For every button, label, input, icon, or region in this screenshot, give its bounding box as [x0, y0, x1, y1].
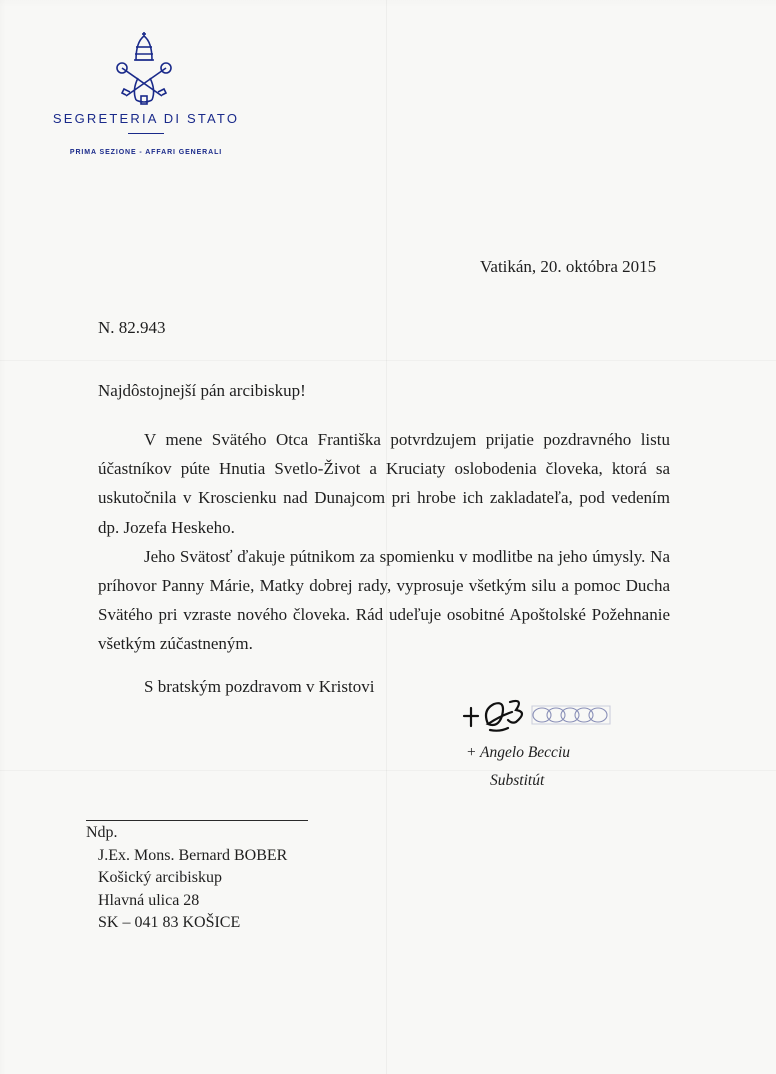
- body-paragraph-1: V mene Svätého Otca Františka potvrdzujem prijatie pozdravného listu účastníkov púte Hnutia Svetlo-Život a Kruciaty oslobodenia človeka, ktorá sa uskutočnila v Kroscienku nad Dunajcom pri hrobe ich zakladateľa, pod vedením dp. Jozefa Heskeho.: [98, 430, 670, 537]
- place-date: Vatikán, 20. októbra 2015: [480, 257, 657, 276]
- addressee-line-5: SK – 041 83 KOŠICE: [98, 914, 241, 931]
- addressee-line-2: J.Ex. Mons. Bernard BOBER: [98, 846, 288, 864]
- addressee-line-3: Košický arcibiskup: [98, 869, 222, 886]
- letter-body: [98, 425, 670, 659]
- signer-name: + Angelo Becciu: [466, 744, 570, 761]
- letterhead-subtitle: PRIMA SEZIONE - AFFARI GENERALI: [69, 149, 223, 156]
- body-paragraph-2: Jeho Svätosť ďakuje pútnikom za spomienku v modlitbe na jeho úmysly. Na príhovor Panny Márie, Matky dobrej rady, vyprosuje všetkým silu a pomoc Ducha Svätého pri vzraste nového človeka. Rád udeľuje osobitné Apoštolské Požehnanie všetkým zúčastneným.: [98, 546, 670, 654]
- paper-fold-horizontal: [0, 360, 776, 361]
- papal-coat-of-arms-icon: [112, 30, 176, 106]
- addressee-line-1: Ndp.: [86, 824, 118, 841]
- addressee-block: [86, 822, 287, 935]
- addressee-line-4: Hlavná ulica 28: [98, 891, 200, 909]
- reference-number: N. 82.943: [98, 318, 166, 337]
- salutation: Najdôstojnejší pán arcibiskup!: [98, 381, 306, 400]
- signer-title: Substitút: [490, 772, 545, 789]
- letterhead-divider: [128, 133, 164, 134]
- handwritten-signature-icon: [460, 686, 620, 738]
- paper-fold-horizontal-lower: [0, 770, 776, 771]
- letterhead-title: SEGRETERIA DI STATO: [52, 111, 240, 126]
- closing-phrase: S bratským pozdravom v Kristovi: [144, 677, 375, 696]
- addressee-divider: [86, 820, 308, 821]
